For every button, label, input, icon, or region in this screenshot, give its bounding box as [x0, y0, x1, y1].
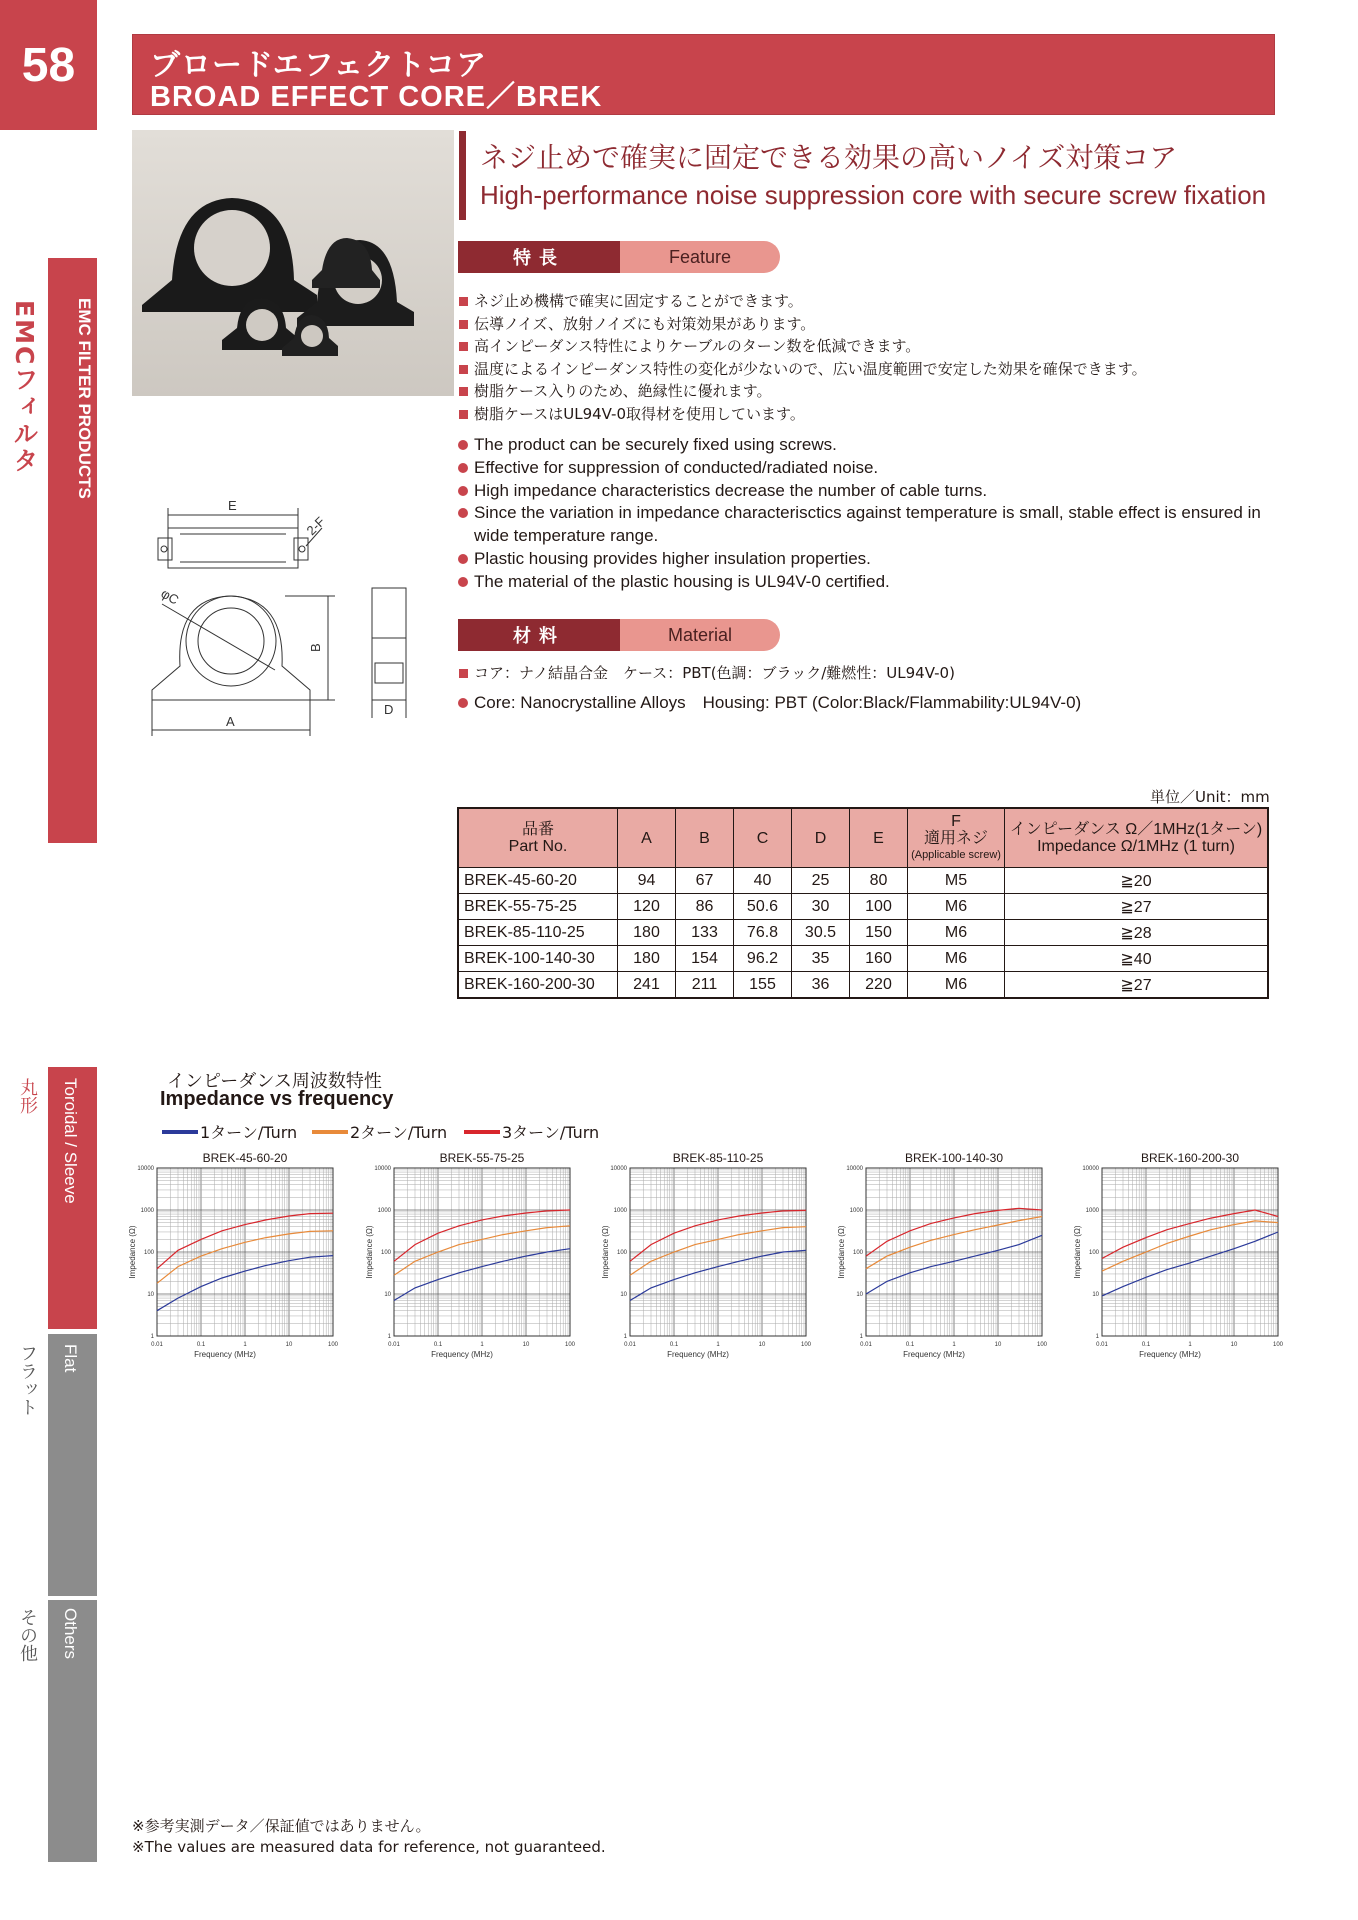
y-tick-label: 10: [1092, 1292, 1099, 1298]
category-bar-flat: [48, 1334, 97, 1596]
y-tick-label: 1: [623, 1334, 627, 1340]
x-tick-label: 1: [952, 1342, 956, 1348]
table-cell: M6: [908, 920, 1005, 946]
table-cell: 40: [734, 868, 792, 894]
y-tick-label: 10000: [374, 1166, 391, 1172]
headline-bar: [459, 131, 466, 220]
footnote: [132, 1816, 606, 1858]
list-item: Effective for suppression of conducted/radiated noise.: [458, 457, 1278, 480]
y-axis-label: Impedance (Ω): [601, 1225, 610, 1279]
legend-swatch: [464, 1130, 500, 1134]
category-toroidal-en: Toroidal / Sleeve: [61, 1078, 80, 1204]
table-row: [458, 920, 1268, 946]
x-axis-label: Frequency (MHz): [431, 1350, 493, 1359]
impedance-title-ja: インピーダンス周波数特性: [167, 1071, 382, 1092]
x-tick-label: 100: [564, 1342, 576, 1348]
header-d: D: [792, 808, 850, 868]
x-tick-label: 0.01: [1096, 1342, 1108, 1348]
header-f: [908, 808, 1005, 868]
table-cell: 25: [792, 868, 850, 894]
table-cell: 36: [792, 972, 850, 999]
y-tick-label: 100: [1088, 1250, 1099, 1256]
y-tick-label: 10: [147, 1292, 154, 1298]
list-item: ネジ止め機構で確実に固定することができます。: [458, 290, 1147, 313]
feature-list-ja: [458, 290, 1147, 426]
y-tick-label: 100: [852, 1250, 863, 1256]
table-cell: 80: [850, 868, 908, 894]
x-axis-label: Frequency (MHz): [903, 1350, 965, 1359]
x-tick-label: 1: [716, 1342, 720, 1348]
y-tick-label: 10: [856, 1292, 863, 1298]
list-item: コア：ナノ結晶合金 ケース：PBT(色調：ブラック/難燃性：UL94V-0): [458, 662, 955, 685]
y-axis-label: Impedance (Ω): [837, 1225, 846, 1279]
table-cell: 241: [618, 972, 676, 999]
table-cell: BREK-55-75-25: [458, 894, 618, 920]
table-cell: M5: [908, 868, 1005, 894]
header-part-ja: 品番: [521, 821, 554, 838]
chart-title: BREK-85-110-25: [672, 1151, 764, 1165]
table-cell: 160: [850, 946, 908, 972]
table-cell: 30: [792, 894, 850, 920]
header-impedance-en: Impedance Ω/1MHz (1 turn): [1037, 838, 1235, 855]
x-tick-label: 10: [1230, 1342, 1238, 1348]
legend-label: 2ターン/Turn: [350, 1123, 448, 1142]
impedance-chart: [1070, 1148, 1295, 1368]
table-cell: M6: [908, 894, 1005, 920]
y-tick-label: 100: [143, 1250, 154, 1256]
y-tick-label: 10: [620, 1292, 627, 1298]
category-others-en: Others: [61, 1608, 80, 1660]
table-cell: 150: [850, 920, 908, 946]
category-toroidal-ja: 丸形: [17, 1078, 38, 1114]
header-c: C: [734, 808, 792, 868]
list-item: 伝導ノイズ、放射ノイズにも対策効果があります。: [458, 313, 1147, 336]
header-e: E: [850, 808, 908, 868]
headline-ja: ネジ止めで確実に固定できる効果の高いノイズ対策コア: [480, 141, 1178, 174]
y-tick-label: 10000: [1082, 1166, 1099, 1172]
material-label-ja: 材料: [458, 619, 620, 651]
header-f-ja: 適用ネジ: [923, 829, 988, 847]
y-tick-label: 10000: [137, 1166, 154, 1172]
feature-list-en: [458, 434, 1278, 594]
legend-3turn: [464, 1120, 599, 1143]
material-list-ja: [458, 662, 955, 685]
y-axis-label: Impedance (Ω): [365, 1225, 374, 1279]
list-item: 高インピーダンス特性によりケーブルのターン数を低減できます。: [458, 335, 1147, 358]
spec-table: [457, 807, 1269, 999]
table-row: [458, 868, 1268, 894]
list-item: 温度によるインピーダンス特性の変化が少ないので、広い温度範囲で安定した効果を確保できます。: [458, 358, 1147, 381]
x-tick-label: 100: [1036, 1342, 1048, 1348]
x-tick-label: 10: [285, 1342, 293, 1348]
category-others-ja: その他: [17, 1608, 38, 1662]
table-cell: 50.6: [734, 894, 792, 920]
y-tick-label: 1: [387, 1334, 391, 1340]
header-part-en: Part No.: [508, 838, 568, 855]
table-cell: 220: [850, 972, 908, 999]
legend-1turn: [162, 1120, 297, 1143]
y-tick-label: 100: [380, 1250, 391, 1256]
dim-label-f: 2-F: [303, 513, 328, 539]
list-item: The material of the plastic housing is UL94V-0 certified.: [458, 571, 1278, 594]
x-tick-label: 0.1: [905, 1342, 915, 1348]
product-photo: [132, 130, 454, 396]
y-tick-label: 1000: [613, 1208, 627, 1214]
y-tick-label: 1000: [849, 1208, 863, 1214]
x-tick-label: 100: [1272, 1342, 1284, 1348]
table-cell: M6: [908, 972, 1005, 999]
table-cell: BREK-85-110-25: [458, 920, 618, 946]
x-tick-label: 1: [480, 1342, 484, 1348]
footnote-en: ※The values are measured data for reference, not guaranteed.: [132, 1838, 606, 1856]
impedance-chart: [834, 1148, 1059, 1368]
x-tick-label: 0.1: [433, 1342, 443, 1348]
y-axis-label: Impedance (Ω): [1073, 1225, 1082, 1279]
x-tick-label: 0.1: [196, 1342, 206, 1348]
legend-2turn: [312, 1120, 447, 1143]
x-tick-label: 100: [327, 1342, 339, 1348]
table-cell: 67: [676, 868, 734, 894]
page-number: 58: [0, 0, 97, 130]
header-part: [458, 808, 618, 868]
y-tick-label: 1000: [1085, 1208, 1099, 1214]
dim-label-b: B: [308, 643, 323, 652]
table-cell: BREK-100-140-30: [458, 946, 618, 972]
list-item: Plastic housing provides higher insulation properties.: [458, 548, 1278, 571]
table-cell: 35: [792, 946, 850, 972]
dim-label-c: φC: [158, 585, 182, 608]
table-row: [458, 972, 1268, 999]
table-row: [458, 946, 1268, 972]
x-tick-label: 10: [758, 1342, 766, 1348]
legend-label: 1ターン/Turn: [200, 1123, 298, 1142]
x-tick-label: 10: [522, 1342, 530, 1348]
table-cell: 180: [618, 920, 676, 946]
y-tick-label: 1000: [377, 1208, 391, 1214]
x-axis-label: Frequency (MHz): [1139, 1350, 1201, 1359]
title-ja: ブロードエフェクトコア: [150, 48, 488, 83]
table-cell: ≧40: [1005, 946, 1269, 972]
category-flat-ja: フラット: [17, 1344, 38, 1416]
header-f-label: F: [951, 812, 961, 830]
y-tick-label: 1: [150, 1334, 154, 1340]
dimension-drawing: [140, 478, 450, 748]
table-cell: ≧27: [1005, 894, 1269, 920]
table-cell: 30.5: [792, 920, 850, 946]
table-cell: 94: [618, 868, 676, 894]
header-a: A: [618, 808, 676, 868]
table-cell: 180: [618, 946, 676, 972]
table-cell: 120: [618, 894, 676, 920]
header-f-en: (Applicable screw): [911, 848, 1001, 861]
header-impedance: [1005, 808, 1269, 868]
x-axis-label: Frequency (MHz): [194, 1350, 256, 1359]
list-item: Since the variation in impedance characterisctics against temperature is small, stable effect is ensured in wide temperature range.: [458, 502, 1278, 548]
table-cell: 133: [676, 920, 734, 946]
list-item: 樹脂ケースはUL94V-0取得材を使用しています。: [458, 403, 1147, 426]
chart-title: BREK-100-140-30: [904, 1151, 1004, 1165]
list-item: High impedance characteristics decrease the number of cable turns.: [458, 480, 1278, 503]
sidebar-title-ja: EMCフィルタ: [10, 300, 39, 475]
y-axis-label: Impedance (Ω): [128, 1225, 137, 1279]
sidebar-title-en: EMC FILTER PRODUCTS: [75, 298, 94, 499]
feature-label-ja: 特長: [458, 241, 620, 273]
table-cell: ≧20: [1005, 868, 1269, 894]
y-tick-label: 1000: [140, 1208, 154, 1214]
feature-section-label: [458, 241, 780, 273]
y-tick-label: 1: [1095, 1334, 1099, 1340]
chart-title: BREK-55-75-25: [439, 1151, 525, 1165]
headline-en: High-performance noise suppression core with secure screw fixation: [480, 180, 1267, 210]
x-tick-label: 0.1: [669, 1342, 679, 1348]
table-cell: ≧27: [1005, 972, 1269, 999]
table-cell: 96.2: [734, 946, 792, 972]
impedance-chart: [362, 1148, 587, 1368]
x-tick-label: 1: [243, 1342, 247, 1348]
table-cell: 76.8: [734, 920, 792, 946]
table-cell: 154: [676, 946, 734, 972]
impedance-chart: [598, 1148, 823, 1368]
list-item: Core: Nanocrystalline Alloys Housing: PBT (Color:Black/Flammability:UL94V-0): [458, 692, 1081, 715]
material-label-en: Material: [620, 619, 780, 651]
y-tick-label: 10: [384, 1292, 391, 1298]
y-tick-label: 1: [859, 1334, 863, 1340]
feature-label-en: Feature: [620, 241, 780, 273]
legend-swatch: [162, 1130, 198, 1134]
legend-label: 3ターン/Turn: [502, 1123, 600, 1142]
y-tick-label: 10000: [846, 1166, 863, 1172]
list-item: The product can be securely fixed using screws.: [458, 434, 1278, 457]
header-impedance-ja: インピーダンス Ω／1MHz(1ターン): [1009, 821, 1263, 838]
x-tick-label: 0.01: [624, 1342, 636, 1348]
x-tick-label: 0.01: [151, 1342, 163, 1348]
table-cell: 211: [676, 972, 734, 999]
material-list-en: [458, 692, 1081, 715]
table-cell: 86: [676, 894, 734, 920]
table-cell: ≧28: [1005, 920, 1269, 946]
category-flat-en: Flat: [61, 1344, 80, 1373]
title-en: BROAD EFFECT CORE／BREK: [150, 81, 603, 113]
impedance-chart: [125, 1148, 350, 1368]
table-cell: BREK-160-200-30: [458, 972, 618, 999]
y-tick-label: 10000: [610, 1166, 627, 1172]
dim-label-d: D: [384, 702, 394, 717]
table-row: [458, 894, 1268, 920]
material-section-label: [458, 619, 780, 651]
y-tick-label: 100: [616, 1250, 627, 1256]
x-axis-label: Frequency (MHz): [667, 1350, 729, 1359]
table-cell: M6: [908, 946, 1005, 972]
header-b: B: [676, 808, 734, 868]
list-item: 樹脂ケース入りのため、絶縁性に優れます。: [458, 380, 1147, 403]
x-tick-label: 0.01: [388, 1342, 400, 1348]
table-cell: 100: [850, 894, 908, 920]
legend-swatch: [312, 1130, 348, 1134]
x-tick-label: 100: [800, 1342, 812, 1348]
dim-label-e: E: [228, 498, 237, 513]
table-cell: 155: [734, 972, 792, 999]
dim-label-a: A: [226, 714, 235, 729]
chart-title: BREK-45-60-20: [202, 1151, 288, 1165]
x-tick-label: 0.01: [860, 1342, 872, 1348]
table-cell: BREK-45-60-20: [458, 868, 618, 894]
chart-title: BREK-160-200-30: [1140, 1151, 1240, 1165]
x-tick-label: 1: [1188, 1342, 1192, 1348]
footnote-ja: ※参考実測データ／保証値ではありません。: [132, 1817, 431, 1835]
x-tick-label: 0.1: [1141, 1342, 1151, 1348]
impedance-title-en: Impedance vs frequency: [160, 1088, 394, 1110]
table-unit: 単位／Unit：mm: [1150, 788, 1270, 806]
x-tick-label: 10: [994, 1342, 1002, 1348]
